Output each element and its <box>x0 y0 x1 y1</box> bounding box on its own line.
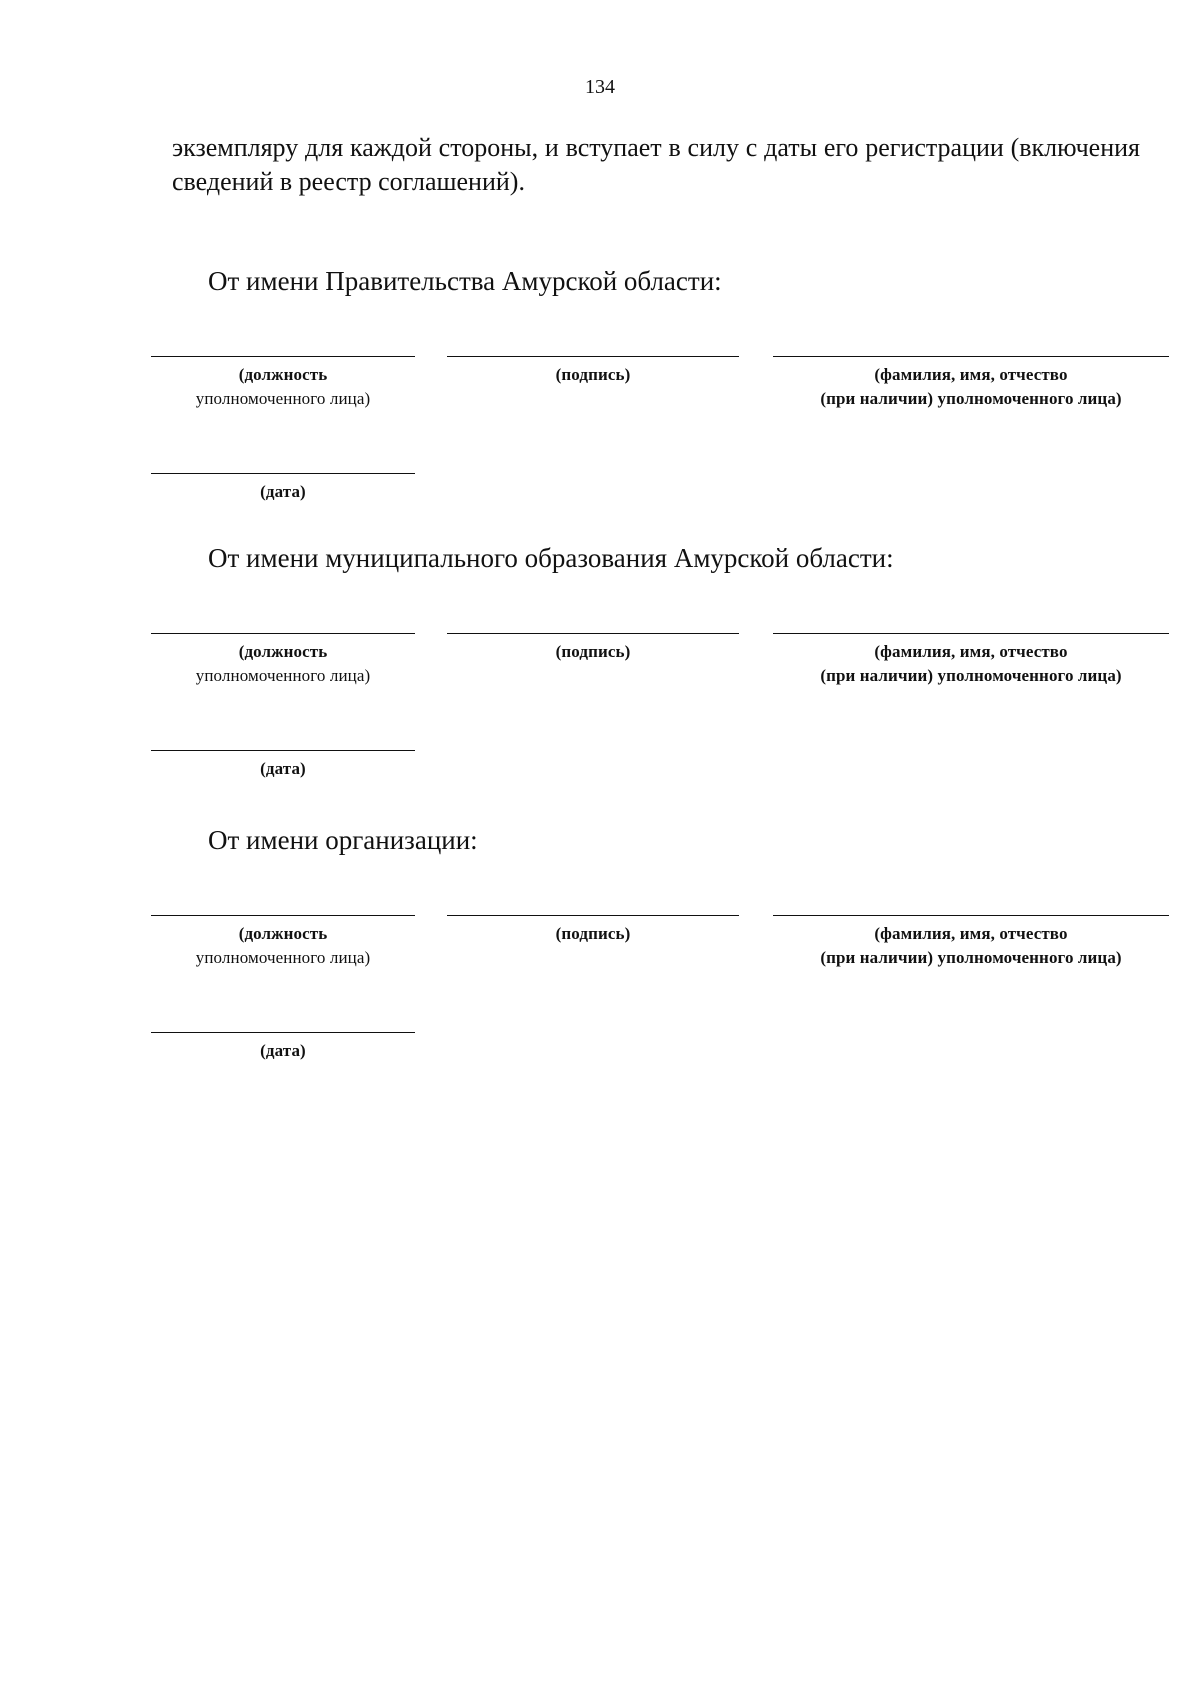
fullname-field <box>773 915 1169 970</box>
date-field <box>151 473 415 504</box>
fullname-field <box>773 356 1169 411</box>
page-number: 134 <box>585 76 615 98</box>
signature-field <box>447 915 739 946</box>
section-heading: От имени муниципального образования Амурской области: <box>208 543 894 573</box>
signature-line <box>447 356 739 357</box>
date-line <box>151 1032 415 1033</box>
signature-field <box>447 356 739 387</box>
signature-row <box>0 633 1200 703</box>
position-line <box>151 915 415 916</box>
fullname-caption: (фамилия, имя, отчество (при наличии) уполномоченного лица) <box>820 642 1122 685</box>
signature-caption: (подпись) <box>555 924 631 943</box>
date-line <box>151 473 415 474</box>
fullname-caption: (фамилия, имя, отчество (при наличии) уполномоченного лица) <box>820 365 1122 408</box>
position-caption: (должность уполномоченного лица) <box>195 642 371 685</box>
position-line <box>151 633 415 634</box>
date-caption: (дата) <box>260 1041 306 1060</box>
date-caption: (дата) <box>260 482 306 501</box>
section-heading: От имени Правительства Амурской области: <box>208 266 722 296</box>
signature-field <box>447 633 739 664</box>
fullname-caption: (фамилия, имя, отчество (при наличии) уполномоченного лица) <box>820 924 1122 967</box>
fullname-line <box>773 356 1169 357</box>
signature-row <box>0 356 1200 426</box>
section-heading: От имени организации: <box>208 825 478 855</box>
fullname-line <box>773 915 1169 916</box>
date-field <box>151 750 415 781</box>
date-field <box>151 1032 415 1063</box>
position-field <box>151 633 415 688</box>
fullname-field <box>773 633 1169 688</box>
date-caption: (дата) <box>260 759 306 778</box>
signature-row <box>0 915 1200 985</box>
intro-paragraph: экземпляру для каждой стороны, и вступает в силу с даты его регистрации (включения сведений в реестр соглашений). <box>172 133 1140 196</box>
signature-line <box>447 633 739 634</box>
position-line <box>151 356 415 357</box>
signature-line <box>447 915 739 916</box>
position-caption: (должность уполномоченного лица) <box>195 365 371 408</box>
signature-caption: (подпись) <box>555 365 631 384</box>
date-line <box>151 750 415 751</box>
position-caption: (должность уполномоченного лица) <box>195 924 371 967</box>
position-field <box>151 915 415 970</box>
fullname-line <box>773 633 1169 634</box>
position-field <box>151 356 415 411</box>
signature-caption: (подпись) <box>555 642 631 661</box>
